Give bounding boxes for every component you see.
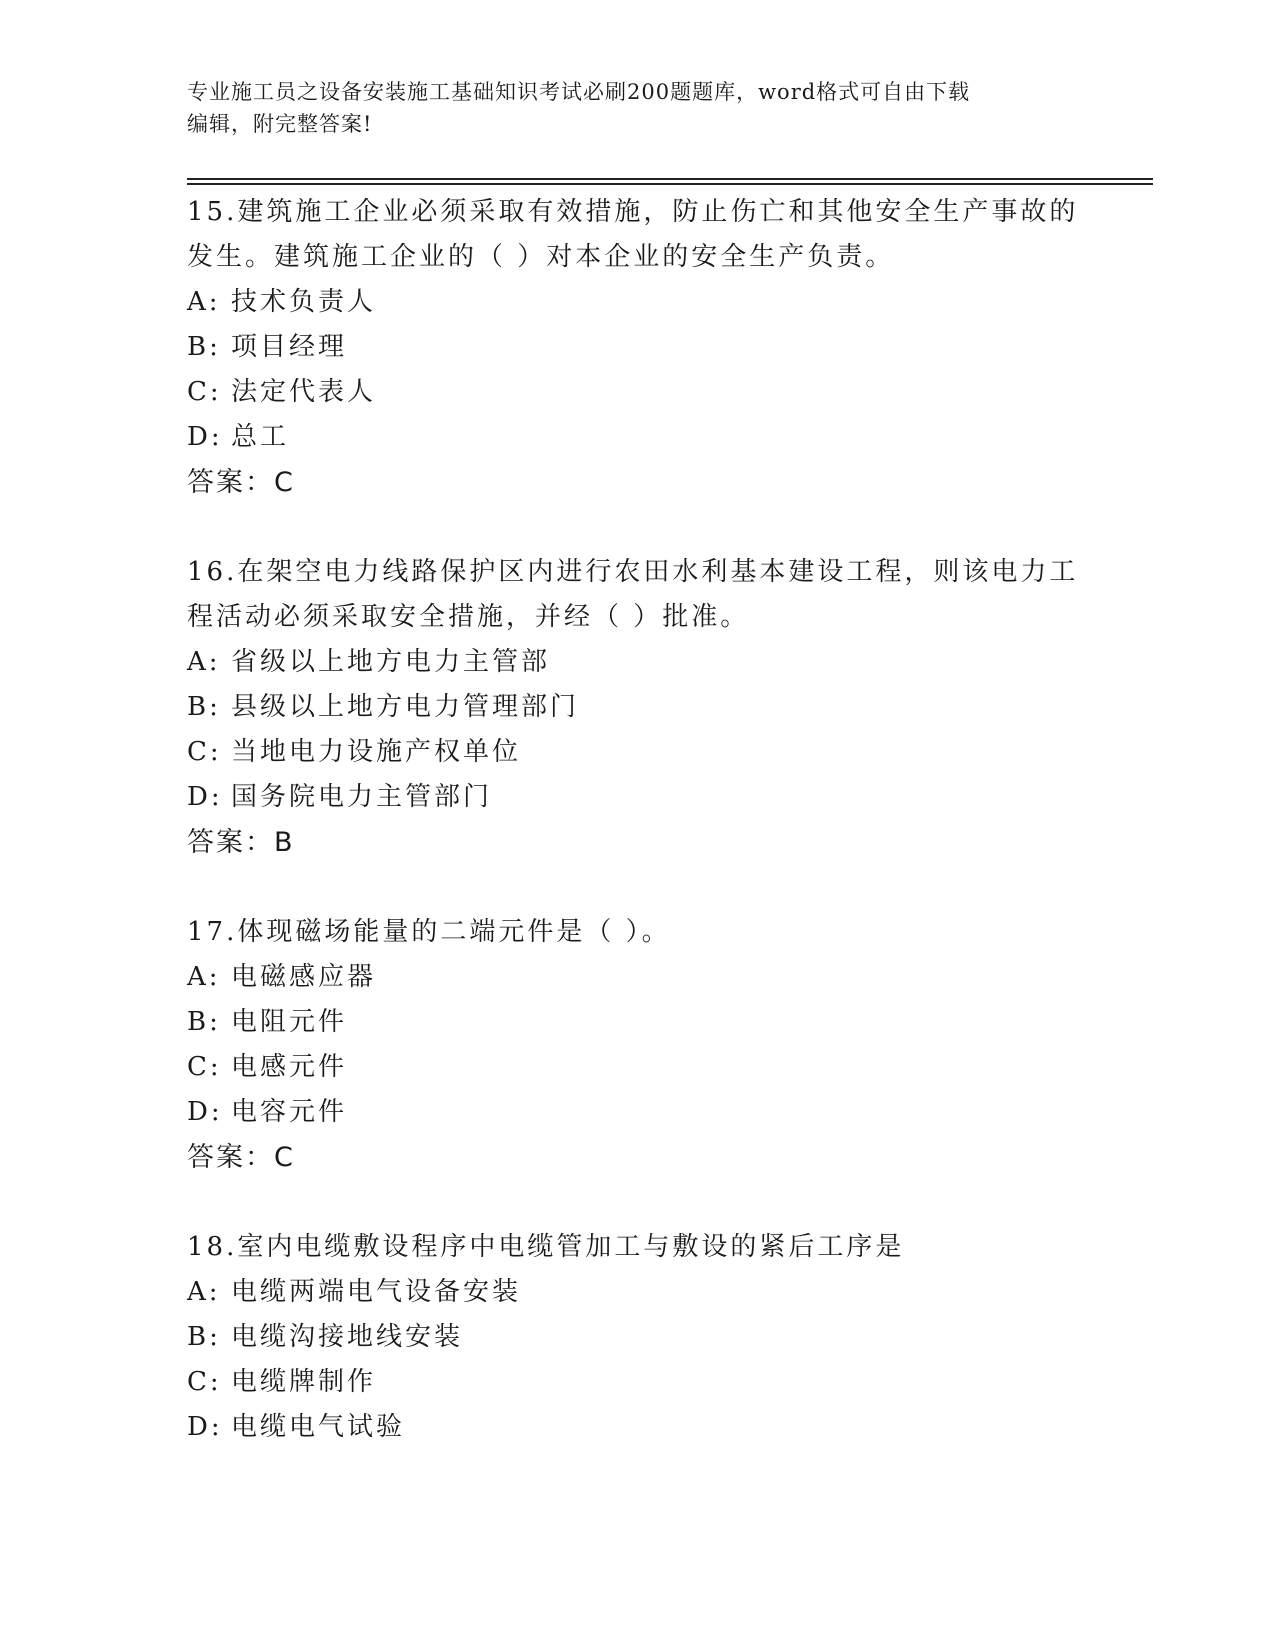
answer-option	[187, 955, 1087, 1000]
question-block	[187, 910, 1087, 1180]
option-text: 电感元件	[231, 1052, 348, 1082]
answer-option	[187, 415, 1087, 460]
question-block	[187, 190, 1087, 505]
option-text: 省级以上地方电力主管部	[231, 647, 551, 677]
header-divider-top	[187, 178, 1153, 180]
header-line-2: 编辑，附完整答案!	[187, 112, 373, 136]
option-letter: D:	[187, 422, 223, 452]
option-letter: B:	[187, 692, 221, 722]
option-text: 法定代表人	[231, 377, 377, 407]
answer-option	[187, 1315, 1087, 1360]
answer-option	[187, 370, 1087, 415]
option-letter: A:	[187, 962, 221, 992]
option-letter: C:	[187, 737, 222, 767]
question-stem: 17.体现磁场能量的二端元件是（ ）。	[187, 917, 671, 947]
option-letter: B:	[187, 1007, 221, 1037]
option-text: 技术负责人	[231, 287, 377, 317]
option-letter: A:	[187, 1277, 221, 1307]
option-text: 电阻元件	[231, 1007, 348, 1037]
option-text: 电缆牌制作	[231, 1367, 377, 1397]
answer-option	[187, 685, 1087, 730]
answer-option	[187, 640, 1087, 685]
option-text: 电缆电气试验	[231, 1412, 406, 1442]
option-text: 总工	[231, 422, 290, 452]
answer-option	[187, 325, 1087, 370]
document-header	[187, 76, 1067, 140]
answer-option	[187, 1000, 1087, 1045]
header-line-1: 专业施工员之设备安装施工基础知识考试必刷200题题库，word格式可自由下载	[187, 80, 971, 104]
option-text: 县级以上地方电力管理部门	[231, 692, 580, 722]
question-block	[187, 550, 1087, 865]
option-letter: D:	[187, 1412, 223, 1442]
option-text: 电缆两端电气设备安装	[231, 1277, 522, 1307]
option-letter: B:	[187, 332, 221, 362]
question-stem: 18.室内电缆敷设程序中电缆管加工与敷设的紧后工序是	[187, 1232, 905, 1262]
question-block	[187, 1225, 1087, 1450]
question-stem: 发生。建筑施工企业的（ ）对本企业的安全生产负责。	[187, 242, 895, 272]
option-text: 国务院电力主管部门	[231, 782, 493, 812]
answer-option	[187, 1045, 1087, 1090]
option-text: 项目经理	[231, 332, 348, 362]
option-text: 当地电力设施产权单位	[231, 737, 522, 767]
answer-option	[187, 280, 1087, 325]
option-letter: C:	[187, 1367, 222, 1397]
question-stem: 15.建筑施工企业必须采取有效措施，防止伤亡和其他安全生产事故的	[187, 197, 1079, 227]
option-letter: D:	[187, 1097, 223, 1127]
answer-key: 答案：C	[187, 1142, 295, 1173]
option-letter: A:	[187, 287, 221, 317]
option-text: 电缆沟接地线安装	[231, 1322, 464, 1352]
answer-key: 答案：B	[187, 827, 295, 858]
answer-option	[187, 775, 1087, 820]
answer-option	[187, 1090, 1087, 1135]
question-stem: 16.在架空电力线路保护区内进行农田水利基本建设工程，则该电力工	[187, 557, 1079, 587]
option-letter: C:	[187, 377, 222, 407]
header-divider-bottom	[187, 183, 1153, 185]
option-letter: B:	[187, 1322, 221, 1352]
answer-option	[187, 1405, 1087, 1450]
answer-option	[187, 1360, 1087, 1405]
answer-key: 答案：C	[187, 467, 295, 498]
answer-option	[187, 1270, 1087, 1315]
option-text: 电容元件	[231, 1097, 348, 1127]
question-stem: 程活动必须采取安全措施，并经（ ）批准。	[187, 602, 750, 632]
option-letter: A:	[187, 647, 221, 677]
answer-option	[187, 730, 1087, 775]
question-list	[187, 190, 1087, 1495]
option-letter: C:	[187, 1052, 222, 1082]
option-letter: D:	[187, 782, 223, 812]
option-text: 电磁感应器	[231, 962, 377, 992]
